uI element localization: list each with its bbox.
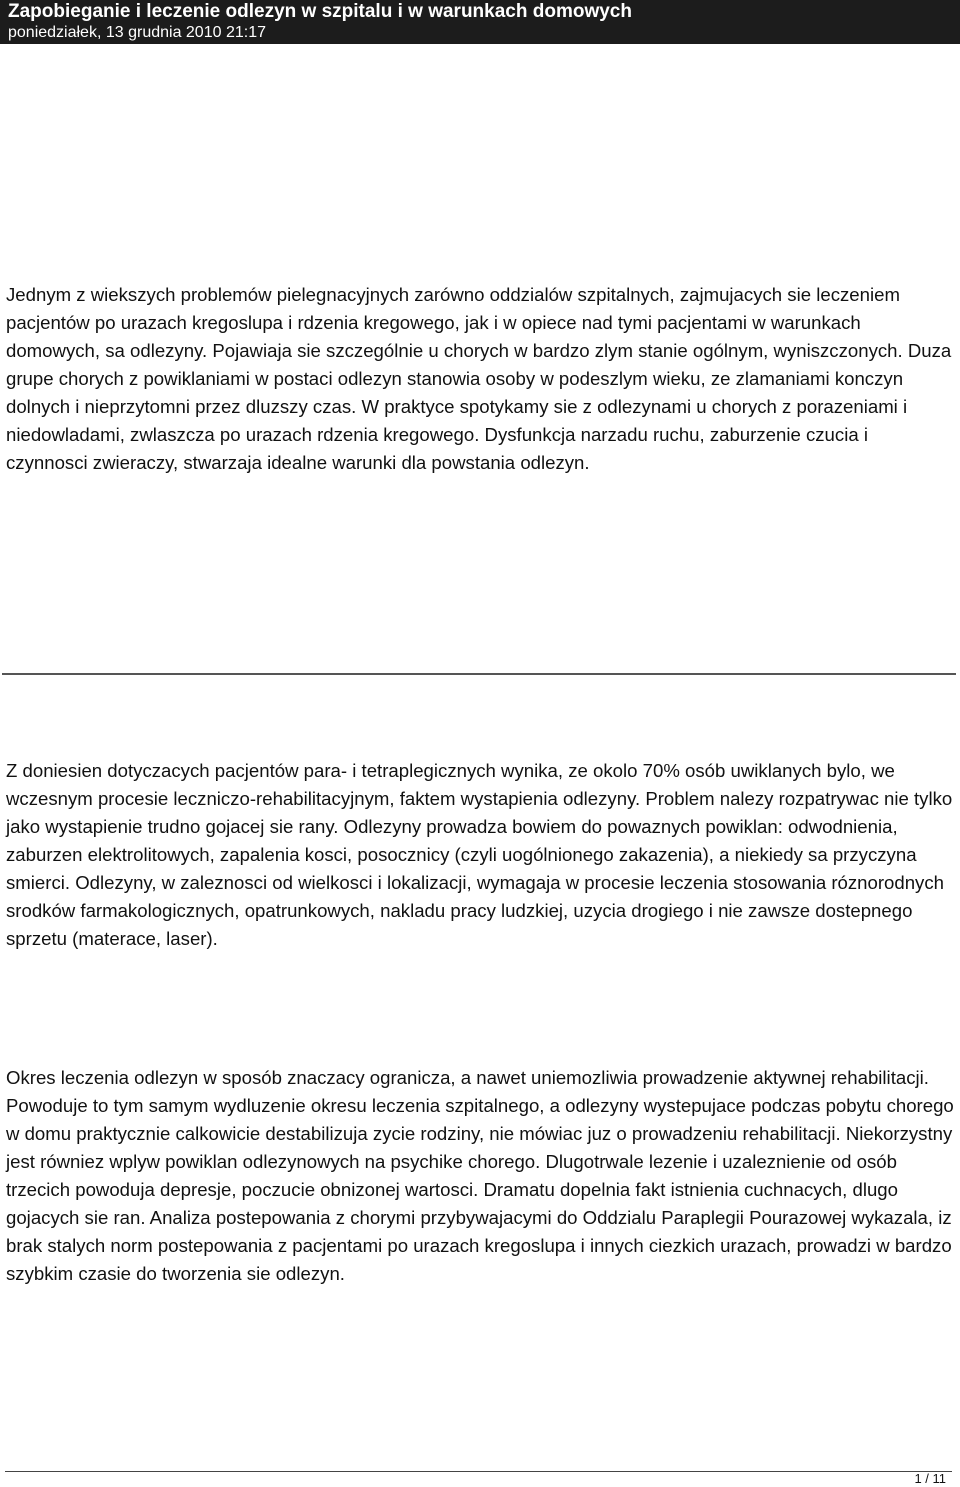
- article-paragraph-2: Z doniesien dotyczacych pacjentów para- i tetraplegicznych wynika, ze okolo 70% osób uwiklanych bylo, we wczesnym procesie leczniczo-rehabilitacyjnym, faktem wystapienia odlezyny. Problem nalezy rozpatrywac nie tylko jako wystapienie trudno gojacej sie rany. Odlezyny prowadza bowiem do powaznych powiklan: odwodnienia, zaburzen elektrolitowych, zapalenia kosci, posocznicy (czyli uogólnionego zakazenia), a niekiedy sa przyczyna smierci. Odlezyny, w zaleznosci od wielkosci i lokalizacji, wymagaja w procesie leczenia stosowania róznorodnych srodków farmakologicznych, opatrunkowych, nakladu pracy ludzkiej, uzycia drogiego i nie zawsze dostepnego sprzetu (materace, laser).: [6, 760, 953, 949]
- article-paragraph-1: Jednym z wiekszych problemów pielegnacyjnych zarówno oddzialów szpitalnych, zajmujacych sie leczeniem pacjentów po urazach kregoslupa i rdzenia kregowego, jak i w opiece nad tymi pacjentami w warunkach domowych, sa odlezyny. Pojawiaja sie szczególnie u chorych w bardzo zlym stanie ogólnym, wyniszczonych. Duza grupe chorych z powiklaniami w postaci odlezyn stanowia osoby w podeszlym wieku, ze zlamaniami konczyn dolnych i nieprzytomni przez dluzszy czas. W praktyce spotykamy sie z odlezynami u chorych z porazeniami i niedowladami, zwlaszcza po urazach rdzenia kregowego. Dysfunkcja narzadu ruchu, zaburzenie czucia i czynnosci zwieraczy, stwarzaja idealne warunki dla powstania odlezyn.: [6, 284, 952, 473]
- section-divider: [2, 673, 956, 675]
- article-paragraph-3: Okres leczenia odlezyn w sposób znaczacy ogranicza, a nawet uniemozliwia prowadzenie aktywnej rehabilitacji. Powoduje to tym samym wydluzenie okresu leczenia szpitalnego, a odlezyny wystepujace podczas pobytu chorego w domu praktycznie calkowicie destabilizuja zycie rodziny, nie mówiac juz o prowadzeniu rehabilitacji. Niekorzystny jest równiez wplyw powiklan odlezynowych na psychike chorego. Dlugotrwale lezenie i uzaleznienie od osób trzecich powoduja depresje, poczucie obnizonej wartosci. Dramatu dopelnia fakt istnienia cuchnacych, dlugo gojacych sie ran. Analiza postepowania z chorymi przybywajacymi do Oddzialu Paraplegii Pourazowej wykazala, iz brak stalych norm postepowania z pacjentami po urazach kregoslupa i innych ciezkich urazach, prowadzi w bardzo szybkim czasie do tworzenia sie odlezyn.: [6, 1067, 954, 1284]
- article-title: Zapobieganie i leczenie odlezyn w szpitalu i w warunkach domowych: [8, 1, 632, 22]
- article-header: [0, 0, 960, 44]
- footer-rule: [5, 1471, 952, 1472]
- page-number: 1 / 11: [914, 1471, 946, 1486]
- article-date: poniedziałek, 13 grudnia 2010 21:17: [8, 24, 266, 41]
